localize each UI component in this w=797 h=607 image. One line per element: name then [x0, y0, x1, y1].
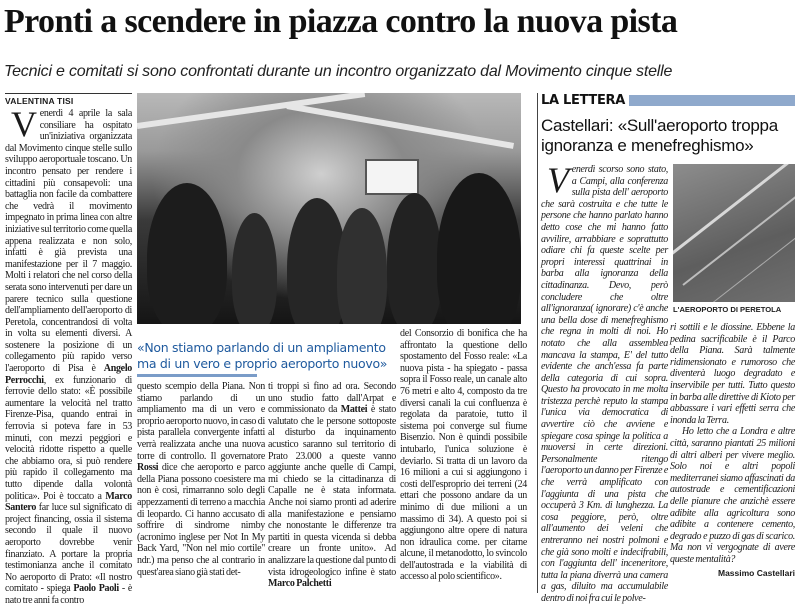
- section-tag-bar: [629, 95, 795, 106]
- paragraph: ti troppi sì fino ad ora. Secondo uno studio fatto dall'Arpat e commissionato da Mattei è stato valutato che le persone sottoposte al disturbo da inquinamento acustico saranno sul territorio di Prato 23.000 a queste vanno aggiunte anche quelle di Campi, mi chiedo se la cittadinanza di Capalle ne è stata informata. Anche noi siamo pronti ad aderire alla manifestazione e pensiamo che nonostante le differenze tra partiti in questa vicenda si debba creare un fronte unito». Ad analizzare la questione dal punto di vista idrogeologico infine è stato Marco Palchetti: [268, 381, 396, 590]
- person-name: Marco Santero: [5, 490, 132, 514]
- runway-line: [713, 234, 795, 302]
- person-name: Angelo Perrocchi: [5, 363, 132, 386]
- audience-silhouette: [232, 213, 277, 324]
- paragraph: Venerdì scorso sono stato, a Campi, alla conferenza sulla pista dell' aeroporto che sarà costruita e che tutte le persone che hanno parlato hanno detto cose che mi hanno fatto avvilire, arrabbiare e soprattutto odiare chi fa queste scelte per propri interessi quattrinai in barba alla ignoranza della cittadinanza. Devo, però concludere che oltre all'ignoranza( ignorare) c'è anche una bella dose di menefreghismo che regna in molti di noi. Ho notato che alla assemblea mancava la stampa, E' del tutto evidente che anch'essa fa parte della categoria di cui sopra. Questo ha provocato in me molta tristezza perchè reputo la stampa l'unica via democratica di avvertire ciò che avviene e spiegare cosa spinge la politica a muoversi in certe direzioni. Personalmente ritengo l'aeroporto un danno per Firenze e che verrà amplificato con l'aggiunta di una pista che occuperà 3 Km. di lunghezza. La cosa peggiore, però, oltre all'aumento dei veleni che entreranno nei nostri polmoni e che già sono molti e indecifrabili, con l'aggiunta dell' inceneritore, tutta la piana diverrà una camera a gas, diluito ma accumulabile dentro di noi fra cui le polve-: [541, 160, 668, 604]
- person-name: Rossi: [137, 462, 159, 474]
- byline: VALENTINA TISI: [5, 93, 132, 106]
- drop-cap: V: [11, 104, 37, 144]
- letter-headline: Castellari: «Sull'aeroporto troppa ignoranza e menefreghismo»: [541, 116, 778, 155]
- letter-column-2: [670, 322, 795, 565]
- audience-silhouette: [337, 208, 387, 324]
- photo-caption: L'AEROPORTO DI PERETOLA: [673, 305, 782, 314]
- article-column-3: [268, 381, 396, 590]
- letter-column-1: [541, 160, 668, 605]
- paragraph: Ho letto che a Londra e altre città, saranno piantati 25 milioni di altri alberi per vivere meglio. Solo noi e altri popoli mediterranei siamo affascinati da autostrade e cementificazioni delle pianure che anzichè essere adibite alla agricoltura sono adibite a contenere cemento, degrado e puzzo di gas di scarico. Ma non vi vergognate di avere queste mentalità?: [670, 426, 795, 565]
- person-name: Paolo Paoli: [73, 583, 119, 595]
- audience-silhouette: [387, 193, 442, 324]
- article-subtitle: Tecnici e comitati si sono confrontati durante un incontro organizzato dal Movimento cinque stelle: [4, 63, 673, 80]
- runway-line: [682, 192, 795, 286]
- projection-screen: [365, 159, 419, 195]
- letter-signature: Massimo Castellari: [717, 568, 795, 579]
- audience-silhouette: [147, 183, 227, 324]
- section-tag: LA LETTERA: [541, 93, 626, 108]
- pull-quote: «Non stiamo parlando di un ampliamento ma di un vero e proprio aeroporto nuovo»: [137, 340, 388, 371]
- article-middle-section: [137, 93, 527, 590]
- airport-aerial-photo: [673, 164, 795, 302]
- person-name: Mattei: [340, 404, 368, 416]
- article-column-2: [137, 381, 265, 590]
- pull-quote-underline: [137, 374, 257, 377]
- letter-section: [541, 93, 795, 605]
- paragraph: Venerdì 4 aprile la sala consiliare ha ospitato un'iniziativa organizzata dal Movimento cinque stelle sullo sviluppo aeroportuale toscano. Un incontro pensato per rendere i cittadini più consapevoli: una battaglia non facile da combattere che vedrà il movimento impegnato in prima linea con altre iniziative sul territorio come quella appena realizzata e non solo, infatti è già prevista una manifestazione per il 7 maggio. Molti i relatori che nel corso della serata sono intervenuti per dare un parere tecnico sulla questione dell'ampliamento dell'aeroporto di Peretola, concentrandosi di volta in volta su elementi diversi. A sostenere la posizione di un collegamento più rapido verso l'aeroporto di Pisa è Angelo Perrocchi, ex funzionario di ferrovie dello stato: «È possibile aumentare la velocità nel tratto Firenze-Pisa, quando entrai in ferrovia si poteva fare in 53 minuti, con mezzi peggiori e velocità ridotte rispetto a quelle che abbiamo ora, si può rendere più rapido il collegamento ma tutto dipende dalla volontà politica». Poi è toccato a Marco Santero far luce sul significato di project financing, ossia il sistema secondo il quale il nuovo aeroporto dovrebbe venir finanziato. A portare la propria testimonianza anche il comitato No aeroporto di Prato: «Il nostro comitato - spiega Paolo Paoli - è nato tre anni fa contro: [5, 104, 133, 606]
- paragraph: del Consorzio di bonifica che ha affrontato la questione dello spostamento del Fosso reale: «La nuova pista - ha spiegato - passa sopra il Fosso reale, un canale alto 76 metri e alto 4, composto da tre diversi canali la cui confluenza è regolata da paratoie, tutto il sistema poi converge sul fiume Bisenzio. Non è quindi possibile intubarlo, l'unica soluzione è deviarlo. Si tratta di un lavoro da 16 milioni a cui si aggiungono i costi dell'esproprio dei terreni (24 ettari che possono andare da un minimo di due milioni a un massimo di 34). A questo poi si aggiungono altre opere di natura non idraulica come. per citarne alcune, il metanodotto, lo svincolo dell'autostrada e la viabilità di accesso al polo scientifico».: [400, 328, 527, 583]
- conference-photo: [137, 93, 521, 324]
- audience-silhouette: [437, 173, 521, 324]
- article-column-1: [5, 104, 133, 607]
- drop-cap: V: [547, 160, 569, 200]
- article-column-4: [400, 328, 527, 590]
- paragraph: ri sottili e le diossine. Ebbene la pedina sacrificabile è il Parco della Piana. Sarà talmente ridimensionato e rumoroso che diventerà luogo degradato e inservibile per tutti. Tutto questo in barba alle direttive di Kioto per abbassare i vari effetti serra che inonda la Terra.: [670, 322, 795, 426]
- article-headline: Pronti a scendere in piazza contro la nuova pista: [4, 3, 678, 40]
- ceiling-beam: [286, 103, 514, 149]
- person-name: Marco Palchetti: [268, 578, 332, 590]
- section-divider: [537, 93, 538, 593]
- paragraph: questo scempio della Piana. Non stiamo parlando di un ampliamento ma di un vero e proprio aeroporto nuovo, in caso di pista parallela convergente infatti verrà realizzata anche una nuova torre di controllo. Il governatore Rossi dice che aeroporto e parco della Piana possono coesistere ma non è così, rimarranno solo degli appezzamenti di terreno a macchia di leopardo. Ci hanno accusato di soffrire di sindrome nimby (acronimo inglese per Not In My Back Yard, "Non nel mio cortile" ndr.) ma penso che al contrario in quest'area siano già stati det-: [137, 381, 265, 578]
